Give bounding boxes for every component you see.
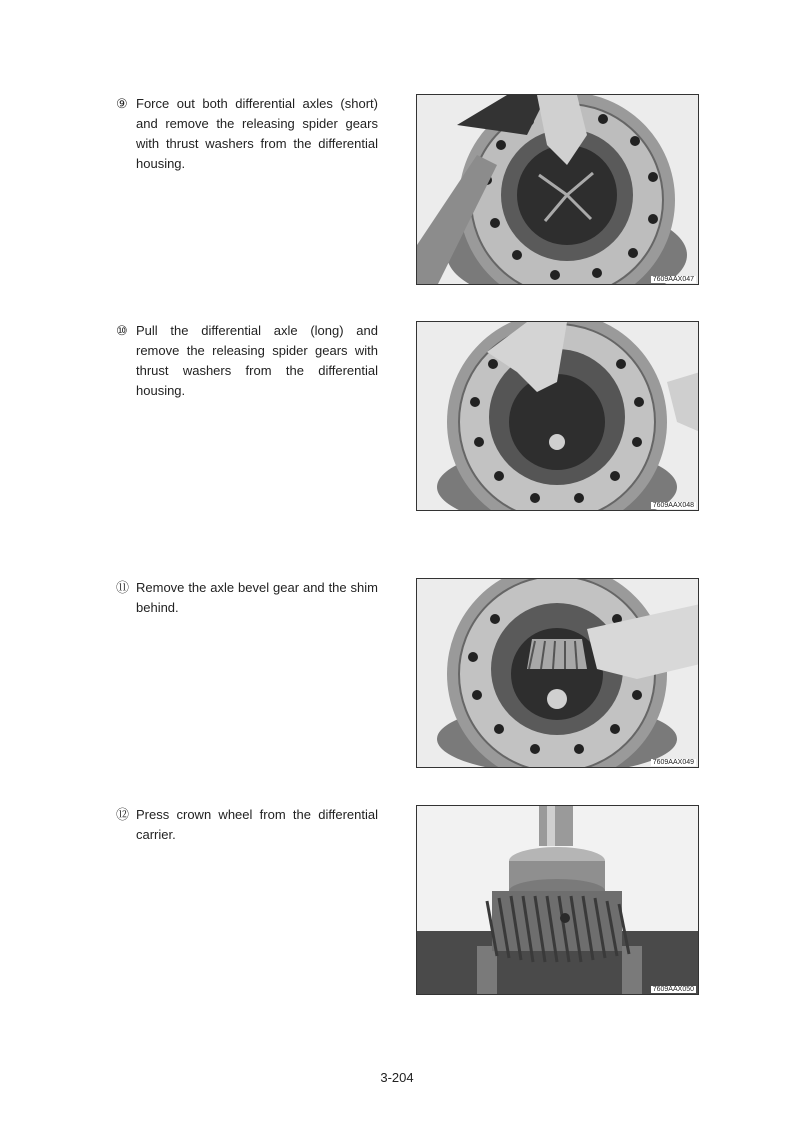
figure-9-photo bbox=[416, 94, 699, 285]
step-text: Force out both differential axles (short) and remove the releasing spider gears with thrust washers from the differential housing. bbox=[136, 96, 378, 171]
step-text: Pull the differential axle (long) and remove the releasing spider gears with thrust washers from the differential housing. bbox=[136, 323, 378, 398]
step-number: ⑪ bbox=[116, 580, 130, 595]
figure-code: 7609AAX048 bbox=[652, 502, 694, 509]
step-number: ⑩ bbox=[116, 323, 128, 338]
step-number: ⑨ bbox=[116, 96, 128, 111]
step-10 bbox=[116, 321, 378, 401]
figure-10-photo bbox=[416, 321, 699, 511]
step-9 bbox=[116, 94, 378, 174]
page-number: 3-204 bbox=[380, 1070, 414, 1085]
figure-11-photo bbox=[416, 578, 699, 768]
figure-code: 7609AAX047 bbox=[652, 276, 694, 283]
step-11 bbox=[116, 578, 378, 618]
step-number: ⑫ bbox=[116, 807, 130, 822]
step-12 bbox=[116, 805, 378, 845]
figure-code: 7609AAX050 bbox=[652, 986, 694, 993]
figure-12-photo bbox=[416, 805, 699, 995]
figure-code: 7609AAX049 bbox=[652, 759, 694, 766]
step-text: Remove the axle bevel gear and the shim behind. bbox=[136, 580, 378, 615]
step-text: Press crown wheel from the differential carrier. bbox=[136, 807, 378, 842]
